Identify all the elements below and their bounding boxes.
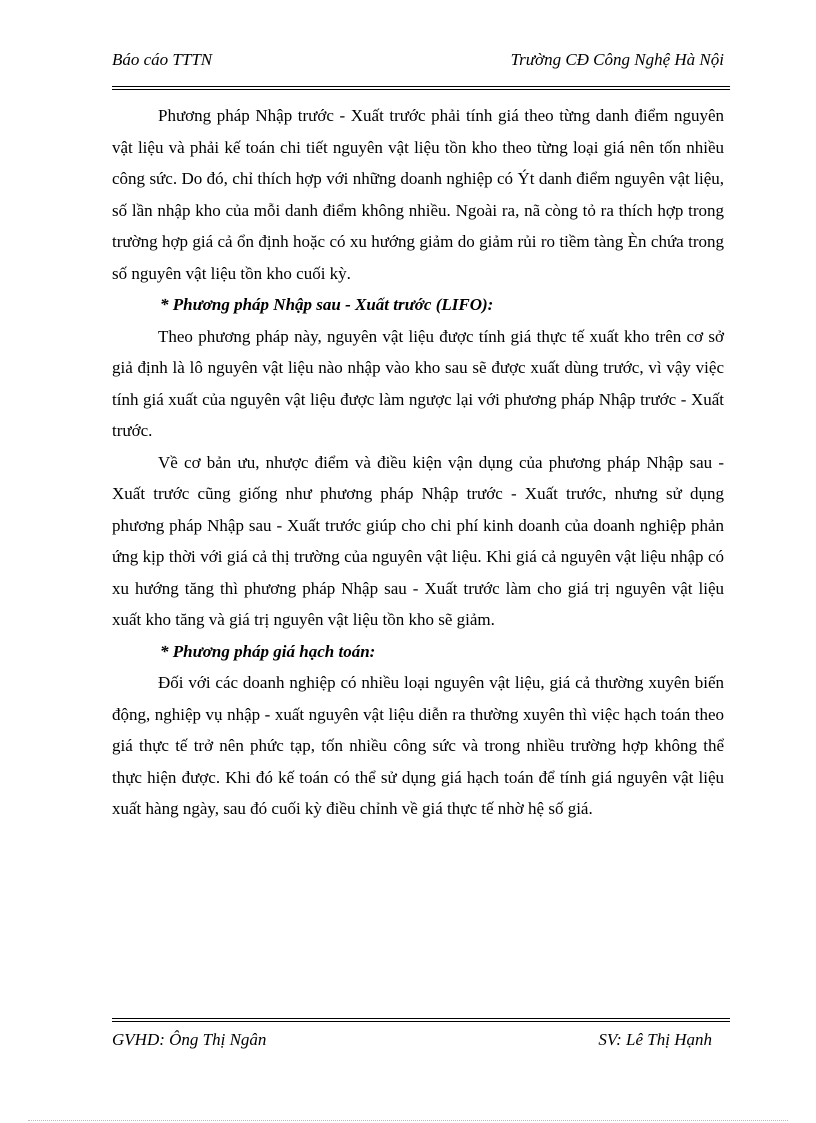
page-bottom-border	[28, 1120, 788, 1121]
section-heading-accounting-price: * Phương pháp giá hạch toán:	[160, 641, 376, 661]
paragraph-fifo-summary: Phương pháp Nhập trước - Xuất trước phải tính giá theo từng danh điểm nguyên vật liệu và phải kế toán chi tiết nguyên vật liệu tồn kho theo từng loại giá nên tốn nhiều công sức. Do đó, chỉ thích hợp với những doanh nghiệp có Ýt danh điểm nguyên vật liệu, số lần nhập kho của mỗi danh điểm không nhiều. Ngoài ra, nã còng tỏ ra thích hợp trong trường hợp giá cả ổn định hoặc có xu hướng giảm do giảm rủi ro tiềm tàng Èn chứa trong số nguyên vật liệu tồn kho cuối kỳ.	[112, 106, 724, 283]
header-divider	[112, 86, 730, 90]
footer-student: SV: Lê Thị Hạnh	[598, 1030, 712, 1049]
paragraph-lifo-comparison: Về cơ bản ưu, nhược điểm và điều kiện vận dụng của phương pháp Nhập sau - Xuất trước cũng giống như phương pháp Nhập trước - Xuất trước, nhưng sử dụng phương pháp Nhập sau - Xuất trước giúp cho chi phí kinh doanh của doanh nghiệp phản ứng kịp thời với giá cả thị trường của nguyên vật liệu. Khi giá cả nguyên vật liệu nhập có xu hướng tăng thì phương pháp Nhập sau - Xuất trước làm cho giá trị nguyên vật liệu xuất kho tăng và giá trị nguyên vật liệu tồn kho sẽ giảm.	[112, 452, 724, 629]
page-footer	[112, 1030, 712, 1052]
page-header	[112, 50, 724, 72]
page-body	[112, 100, 724, 825]
footer-supervisor: GVHD: Ông Thị Ngân	[112, 1030, 267, 1049]
header-report-title: Báo cáo TTTN	[112, 50, 213, 69]
paragraph-lifo-definition: Theo phương pháp này, nguyên vật liệu được tính giá thực tế xuất kho trên cơ sở giả định là lô nguyên vật liệu nào nhập vào kho sau sẽ được xuất dùng trước, vì vậy việc tính giá xuất của nguyên vật liệu được làm ngược lại với phương pháp Nhập trước - Xuất trước.	[112, 326, 724, 440]
paragraph-accounting-price: Đối với các doanh nghiệp có nhiều loại nguyên vật liệu, giá cả thường xuyên biến động, nghiệp vụ nhập - xuất nguyên vật liệu diễn ra thường xuyên thì việc hạch toán theo giá thực tế trở nên phức tạp, tốn nhiều công sức và trong nhiều trường hợp không thể thực hiện được. Khi đó kế toán có thể sử dụng giá hạch toán để tính giá nguyên vật liệu xuất hàng ngày, sau đó cuối kỳ điều chỉnh về giá thực tế nhờ hệ số giá.	[112, 673, 724, 818]
section-heading-lifo: * Phương pháp Nhập sau - Xuất trước (LIFO):	[160, 295, 494, 314]
header-school-name: Trường CĐ Công Nghệ Hà Nội	[510, 50, 724, 69]
footer-divider	[112, 1018, 730, 1022]
